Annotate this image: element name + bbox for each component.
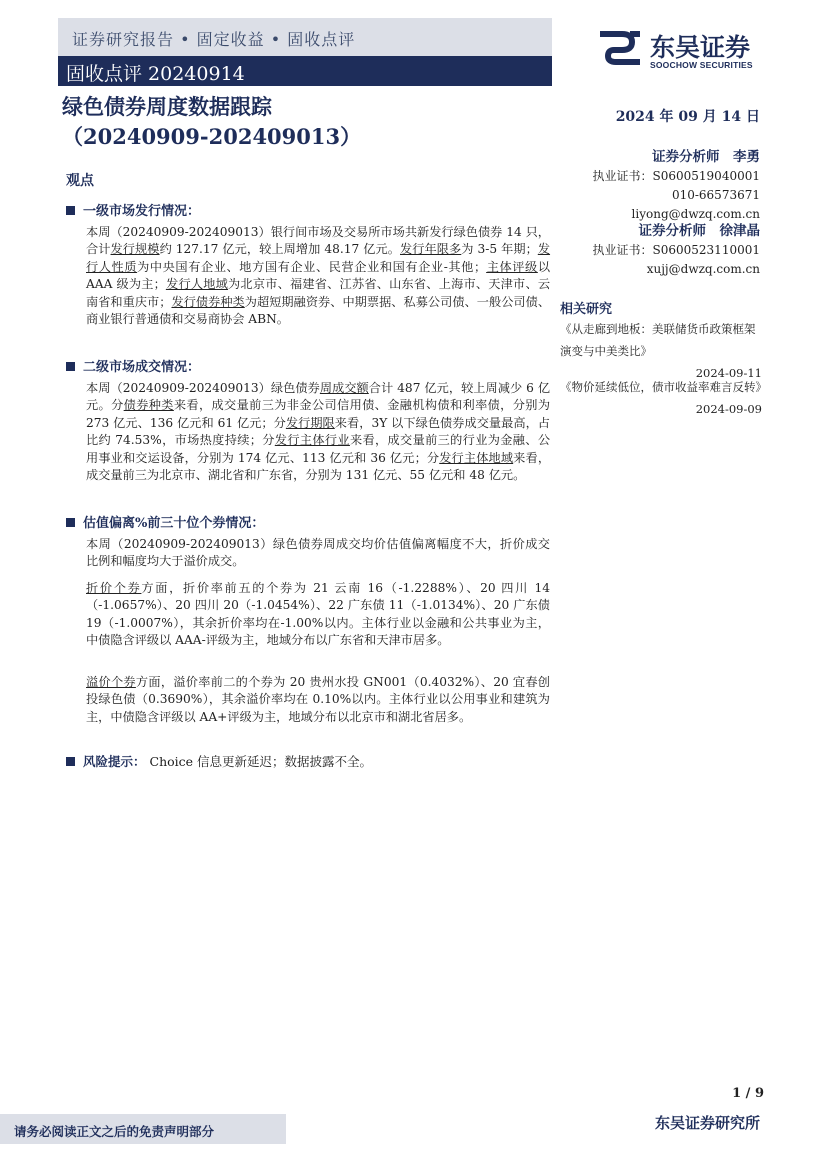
logo-chinese: 东吴证券: [650, 33, 751, 62]
related-research-heading: 相关研究: [560, 302, 613, 317]
analyst-card: [593, 148, 760, 224]
report-category: 证券研究报告 • 固定收益 • 固收点评: [72, 30, 356, 49]
disclaimer-banner: [0, 1114, 286, 1144]
text-run: 以 AAA 级为主；: [86, 259, 551, 292]
soochow-logo: [596, 28, 776, 76]
related-research-date: 2024-09-11: [695, 366, 762, 380]
text-run: 来看，3Y 以下绿色债券成交量最高，占比约 74.53%，市场热度持续；分: [86, 415, 550, 448]
section-secondary-market-heading: [66, 356, 200, 375]
risk-text: Choice 信息更新延迟；数据披露不全。: [149, 754, 373, 769]
text-run: 方面，折价率前五的个券为 21 云南 16（-1.2288%）、20 四川 14（-1.0657%）、20 四川 20（-1.0454%）、22 广东债 11（-1.0134%）、20 广东债 19（-1.0007%），其余折价率均在-1.00%以内。主体行业以金融和公共事业为主，中债隐含评级以 AAA-评级为主，地域分布以广东省和天津市居多。: [86, 581, 550, 648]
analyst-phone: 010-66573671: [671, 188, 760, 202]
square-bullet-icon: [66, 206, 75, 215]
related-research-title[interactable]: 《从走廊到地板：美联储货币政策框架演变与中美类比》: [560, 322, 756, 358]
related-research-item[interactable]: [560, 376, 767, 420]
text-run: 为中央国有企业、地方国有企业、民营企业和国有企业-其他；: [137, 259, 487, 274]
text-run: 来看，成交量前三为北京市、湖北省和广东省，分别为 131 亿元、55 亿元和 48 亿元。: [86, 450, 551, 483]
underlined-term: 溢价个券: [86, 675, 136, 689]
analyst-card: [593, 222, 760, 279]
square-bullet-icon: [66, 518, 75, 527]
risk-warning: [66, 752, 372, 770]
underlined-term: 债券种类: [123, 398, 174, 413]
underlined-term: 主体评级: [486, 259, 538, 274]
primary-market-paragraph: [86, 224, 550, 328]
text-run: 合计 487 亿元，较上周减少 6 亿元。分: [86, 381, 551, 413]
institute-name: 东吴证券研究所: [654, 1114, 760, 1132]
underlined-term: 发行人地域: [165, 277, 229, 292]
related-research-item[interactable]: [560, 318, 762, 384]
text-run: 来看，成交量前三为非金公司信用债、金融机构债和利率债，分别为 273 亿元、136 亿元和 61 亿元；分: [86, 398, 551, 430]
analyst-name: 证券分析师 徐津晶: [638, 223, 760, 239]
title-line-2: （20240909-202409013）: [62, 124, 362, 149]
analyst-email[interactable]: liyong@dwzq.com.cn: [631, 207, 760, 221]
analyst-cert: 执业证书：S0600523110001: [592, 243, 760, 257]
report-date: 2024 年 09 月 14 日: [615, 109, 760, 125]
underlined-term: 折价个券: [86, 581, 142, 595]
underlined-term: 周成交额: [319, 381, 369, 395]
section-valuation-deviation-heading: [66, 512, 264, 531]
underlined-term: 发行债券种类: [171, 294, 245, 309]
section-heading-text: 估值偏离%前三十位个券情况：: [83, 516, 265, 531]
soochow-logo-icon: [596, 28, 644, 68]
underlined-term: 发行主体地域: [439, 450, 514, 465]
risk-label: 风险提示：: [83, 754, 146, 769]
discount-bonds-paragraph: [86, 580, 550, 650]
underlined-term: 发行规模: [110, 242, 160, 257]
page-number: 1 / 9: [732, 1086, 764, 1101]
report-type: 固收点评 20240914: [66, 63, 245, 85]
text-run: 为北京市、福建省、江苏省、山东省、上海市、天津市、云南省和重庆市；: [86, 277, 551, 309]
analyst-email[interactable]: xujj@dwzq.com.cn: [646, 262, 760, 276]
underlined-term: 发行主体行业: [274, 433, 350, 448]
analyst-name: 证券分析师 李勇: [652, 149, 760, 165]
report-title: [62, 92, 361, 152]
text-run: 来看，成交量前三的行业为金融、公用事业和交运设备，分别为 174 亿元、113 亿元和 36 亿元；分: [86, 433, 551, 465]
related-research-title[interactable]: 《物价延续低位，债市收益率难言反转》: [560, 380, 767, 394]
underlined-term: 发行期限: [285, 415, 335, 430]
underlined-term: 发行年限多: [400, 242, 462, 257]
underlined-term: 发行人性质: [86, 242, 551, 274]
title-line-1: 绿色债券周度数据跟踪: [62, 94, 272, 119]
related-research-date: 2024-09-09: [695, 402, 762, 416]
viewpoint-label: 观点: [66, 173, 94, 189]
square-bullet-icon: [66, 757, 75, 766]
square-bullet-icon: [66, 362, 75, 371]
text-run: 本周（20240909-202409013）绿色债券: [86, 381, 320, 395]
text-run: 本周（20240909-202409013）银行间市场及交易所市场共新发行绿色债券 14 只，合计: [86, 225, 550, 257]
section-heading-text: 二级市场成交情况：: [83, 360, 201, 375]
disclaimer-text: 请务必阅读正文之后的免责声明部分: [14, 1124, 215, 1139]
report-type-banner: [58, 56, 552, 86]
text-run: 为 3-5 年期；: [461, 242, 538, 257]
valuation-summary-paragraph: 本周（20240909-202409013）绿色债券周成交均价估值偏离幅度不大，折价成交比例和幅度均大于溢价成交。: [86, 537, 550, 569]
analyst-cert: 执业证书：S0600519040001: [592, 169, 760, 183]
logo-english: SOOCHOW SECURITIES: [650, 60, 753, 70]
secondary-market-paragraph: [86, 380, 550, 484]
text-run: 为超短期融资券、中期票据、私募公司债、一般公司债、商业银行普通债和交易商协会 ABN。: [86, 294, 551, 327]
report-category-banner: [58, 18, 552, 56]
text-run: 约 127.17 亿元，较上周增加 48.17 亿元。: [159, 242, 400, 257]
section-primary-market-heading: [66, 200, 200, 219]
section-heading-text: 一级市场发行情况：: [83, 204, 201, 219]
text-run: 方面，溢价率前二的个券为 20 贵州水投 GN001（0.4032%）、20 宜春创投绿色债（0.3690%），其余溢价率均在 0.10%以内。主体行业以公用事业和建筑为主，中债隐含评级以 AA+评级为主，地域分布以北京市和湖北省居多。: [86, 675, 550, 724]
premium-bonds-paragraph: [86, 674, 550, 726]
